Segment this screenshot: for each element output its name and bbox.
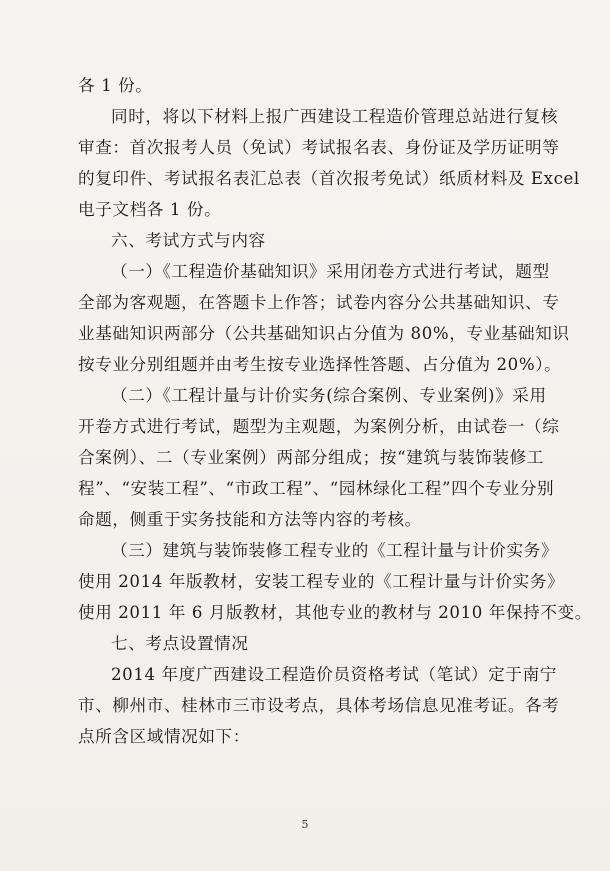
text-line: 2014 年度广西建设工程造价员资格考试（笔试）定于南宁 xyxy=(111,665,557,684)
section-heading: 六、考试方式与内容 xyxy=(111,231,266,250)
document-body xyxy=(78,70,592,752)
text-line: 业基础知识两部分（公共基础知识占分值为 80%，专业基础知识 xyxy=(78,324,570,343)
text-line: 的复印件、考试报名表汇总表（首次报考免试）纸质材料及 Excel xyxy=(78,169,580,188)
text-line: 电子文档各 1 份。 xyxy=(78,200,222,219)
text-line: 使用 2014 年版教材，安装工程专业的《工程计量与计价实务》 xyxy=(78,572,565,591)
text-line: 全部为客观题，在答题卡上作答；试卷内容分公共基础知识、专 xyxy=(78,293,560,312)
text-line: 按专业分别组题并由考生按专业选择性答题、占分值为 20%）。 xyxy=(78,355,562,374)
text-line: 合案例）、二（专业案例）两部分组成；按“建筑与装饰装修工 xyxy=(78,448,544,467)
text-line: 市、柳州市、桂林市三市设考点，具体考场信息见准考证。各考 xyxy=(78,696,560,715)
text-line: 同时，将以下材料上报广西建设工程造价管理总站进行复核 xyxy=(111,107,559,126)
text-line: 程”、“安装工程”、“市政工程”、“园林绿化工程”四个专业分别 xyxy=(78,479,555,498)
text-line: 各 1 份。 xyxy=(78,76,153,95)
text-line: 审查：首次报考人员（免试）考试报名表、身份证及学历证明等 xyxy=(78,138,560,157)
section-heading: 七、考点设置情况 xyxy=(111,634,249,653)
text-line: 使用 2011 年 6 月版教材，其他专业的教材与 2010 年保持不变。 xyxy=(78,603,592,622)
text-line: （二）《工程计量与计价实务(综合案例、专业案例)》采用 xyxy=(111,386,547,405)
text-line: 点所含区域情况如下： xyxy=(78,727,250,746)
text-line: （一）《工程造价基础知识》采用闭卷方式进行考试，题型 xyxy=(111,262,550,281)
text-line: 开卷方式进行考试，题型为主观题，为案例分析，由试卷一（综 xyxy=(78,417,560,436)
page-number: 5 xyxy=(301,818,309,831)
text-line: （三）建筑与装饰装修工程专业的《工程计量与计价实务》 xyxy=(111,541,559,560)
text-line: 命题，侧重于实务技能和方法等内容的考核。 xyxy=(78,510,422,529)
